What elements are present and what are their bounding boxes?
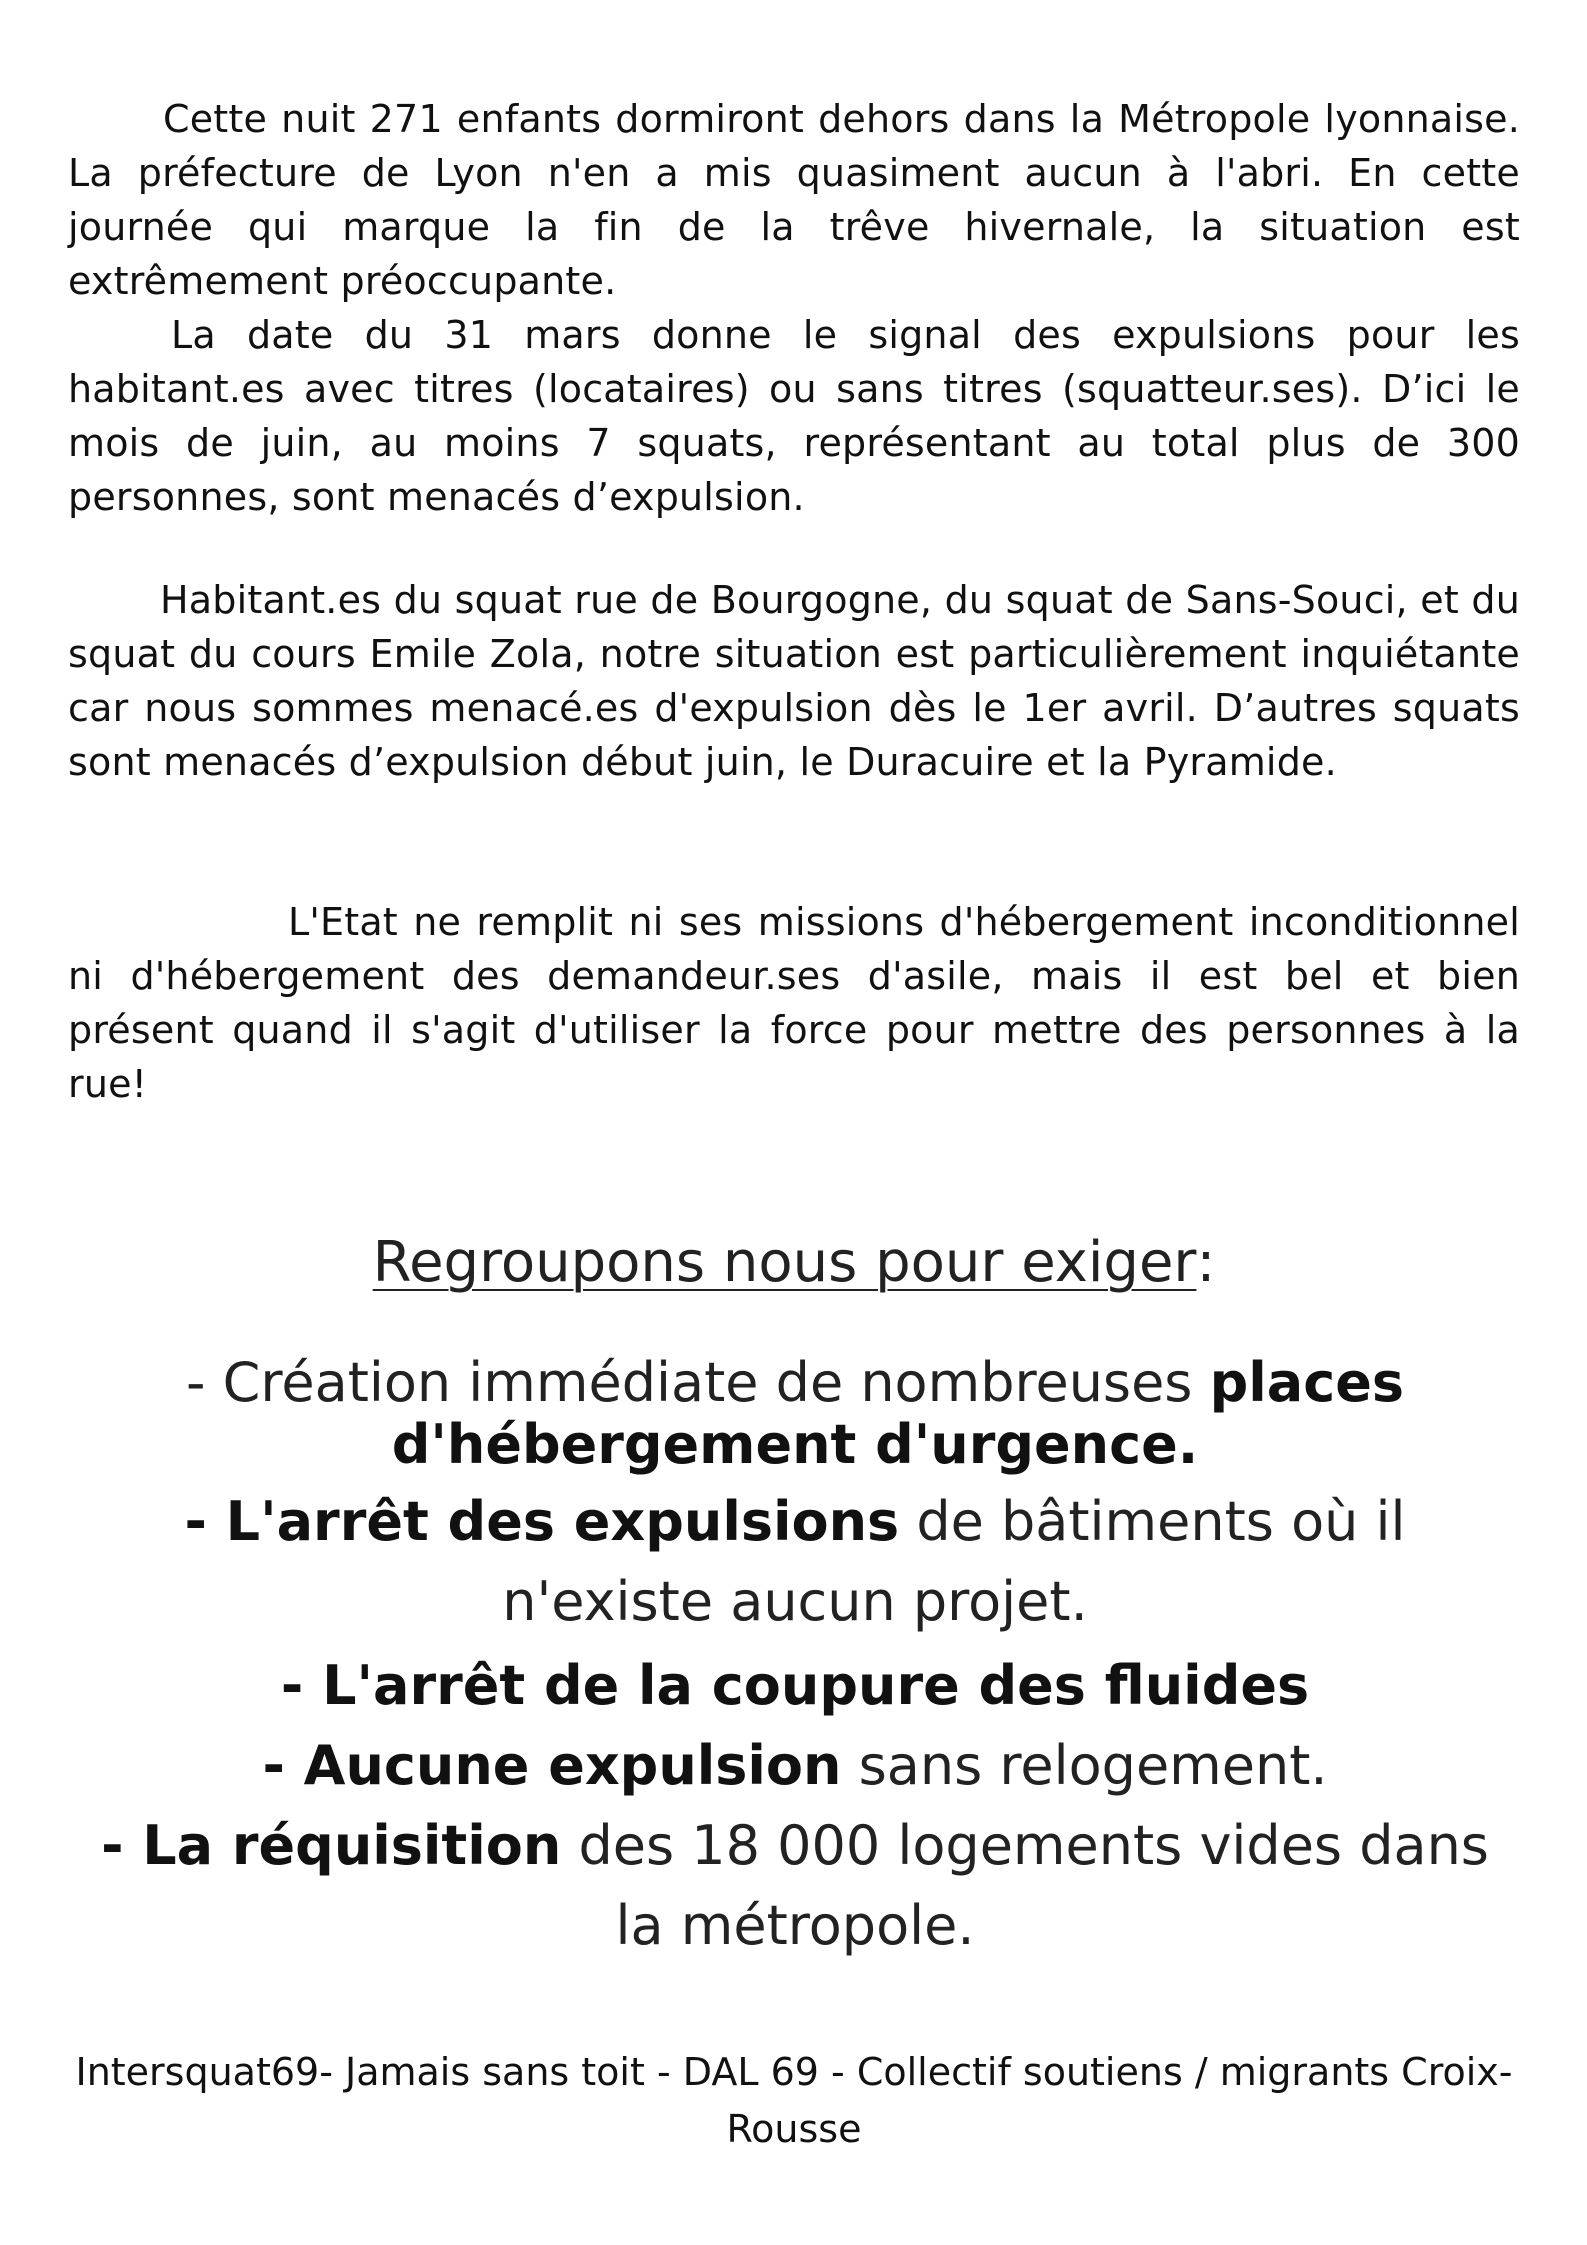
demands-heading [68, 1228, 1520, 1298]
demand-emphasis: - L'arrêt de la coupure des fluides [280, 1654, 1310, 1717]
demand-item [100, 1806, 1490, 1966]
paragraph-intro: Cette nuit 271 enfants dormiront dehors dans la Métropole lyonnaise. La préfecture de Lyon n'en a mis quasiment aucun à l'abri. En cette journée qui marque la fin de la trêve hivernale, la situation est extrêmement préoccupante. [68, 97, 1520, 303]
demand-emphasis: - L'arrêt des expulsions [184, 1490, 900, 1553]
demand-emphasis: places d'hébergement d'urgence. [391, 1351, 1404, 1476]
demands-heading-colon: : [1196, 1230, 1216, 1295]
demands-heading-text: Regroupons nous pour exiger [372, 1230, 1197, 1295]
paragraph-expulsions-date: La date du 31 mars donne le signal des expulsions pour les habitant.es avec titres (locataires) ou sans titres (squatteur.ses). D’ici le mois de juin, au moins 7 squats, représentant au total plus de 300 personnes, sont menacés d’expulsion. [68, 313, 1520, 519]
demand-item [100, 1352, 1490, 1476]
demand-text: des 18 000 logements vides dans la métropole. [561, 1814, 1489, 1957]
signatories: Intersquat69- Jamais sans toit - DAL 69 - Collectif soutiens / migrants Croix-Rousse [75, 2050, 1513, 2151]
demand-item [100, 1482, 1490, 1642]
demand-text: sans relogement. [841, 1734, 1328, 1797]
demand-text: - Création immédiate de nombreuses [186, 1351, 1210, 1414]
demand-text: de bâtiments où il n'existe aucun projet. [502, 1490, 1406, 1633]
demand-emphasis: - La réquisition [101, 1814, 562, 1877]
demand-item [100, 1646, 1490, 1726]
demand-item [100, 1726, 1490, 1806]
paragraph-state-role: L'Etat ne remplit ni ses missions d'hébergement inconditionnel ni d'hébergement des demandeur.ses d'asile, mais il est bel et bien présent quand il s'agit d'utiliser la force pour mettre des personnes à la rue! [68, 900, 1520, 1106]
demand-emphasis: - Aucune expulsion [262, 1734, 842, 1797]
paragraph-squat-residents: Habitant.es du squat rue de Bourgogne, du squat de Sans-Souci, et du squat du cours Emile Zola, notre situation est particulièrement inquiétante car nous sommes menacé.es d'expulsion dès le 1er avril. D’autres squats sont menacés d’expulsion début juin, le Duracuire et la Pyramide. [68, 578, 1520, 784]
